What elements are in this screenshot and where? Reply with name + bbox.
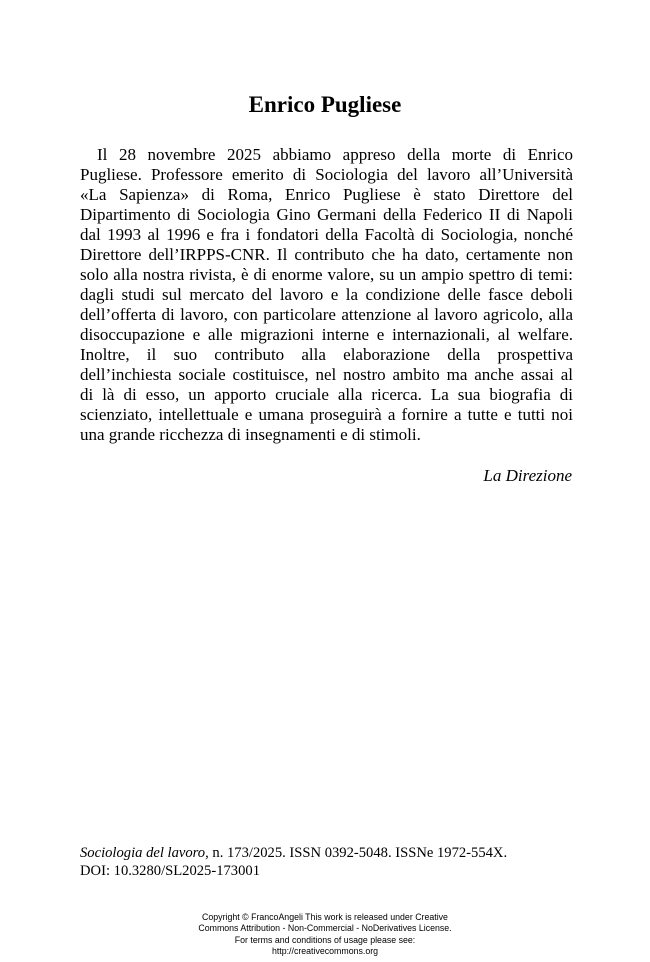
- body-line: disoccupazione e alle migrazioni interne e internazionali, al welfare.: [80, 325, 573, 344]
- license-line: Copyright © FrancoAngeli This work is released under Creative: [202, 912, 448, 922]
- signature: La Direzione: [483, 466, 572, 485]
- body-line: dal 1993 al 1996 e fra i fondatori della Facoltà di Sociologia, nonché: [80, 225, 573, 244]
- body-line: «La Sapienza» di Roma, Enrico Pugliese è stato Direttore del: [80, 185, 573, 204]
- journal-name: Sociologia del lavoro: [80, 845, 206, 861]
- citation: [80, 844, 507, 880]
- article-title: Enrico Pugliese: [248, 92, 402, 117]
- body-line: una grande ricchezza di insegnamenti e di stimoli.: [80, 425, 421, 444]
- body-line: Il 28 novembre 2025 abbiamo appreso della morte di Enrico: [97, 145, 573, 164]
- license-url-link[interactable]: http://creativecommons.org: [271, 945, 379, 956]
- citation-line: [80, 844, 507, 862]
- body-line: Direttore dell’IRPPS-CNR. Il contributo che ha dato, certamente non: [80, 245, 573, 264]
- license-line: For terms and conditions of usage please see:: [234, 934, 416, 945]
- body-line: scienziato, intellettuale e umana proseguirà a fornire a tutte e tutti noi: [80, 405, 573, 424]
- body-line: dell’inchiesta sociale costituisce, nel nostro ambito ma anche assai al: [80, 365, 573, 384]
- body-line: Dipartimento di Sociologia Gino Germani della Federico II di Napoli: [80, 205, 573, 224]
- body-line: di là di esso, un apporto cruciale alla ricerca. La sua biografia di: [80, 385, 573, 404]
- body-line: dell’offerta di lavoro, con particolare attenzione al lavoro agricolo, alla: [80, 305, 573, 324]
- body-line: Pugliese. Professore emerito di Sociologia del lavoro all’Università: [80, 165, 573, 184]
- body-line: solo alla nostra rivista, è di enorme valore, su un ampio spettro di temi:: [80, 265, 573, 284]
- license-notice: [0, 912, 650, 957]
- body-line: Inoltre, il suo contributo alla elaborazione della prospettiva: [80, 345, 573, 364]
- article-body: [80, 145, 573, 445]
- issue-info: , n. 173/2025. ISSN 0392-5048. ISSNe 1972-554X.: [205, 845, 508, 861]
- license-line: Commons Attribution - Non-Commercial - NoDerivatives License.: [198, 923, 452, 934]
- body-line: dagli studi sul mercato del lavoro e la condizione delle fasce deboli: [80, 285, 573, 304]
- doi: DOI: 10.3280/SL2025-173001: [80, 863, 260, 879]
